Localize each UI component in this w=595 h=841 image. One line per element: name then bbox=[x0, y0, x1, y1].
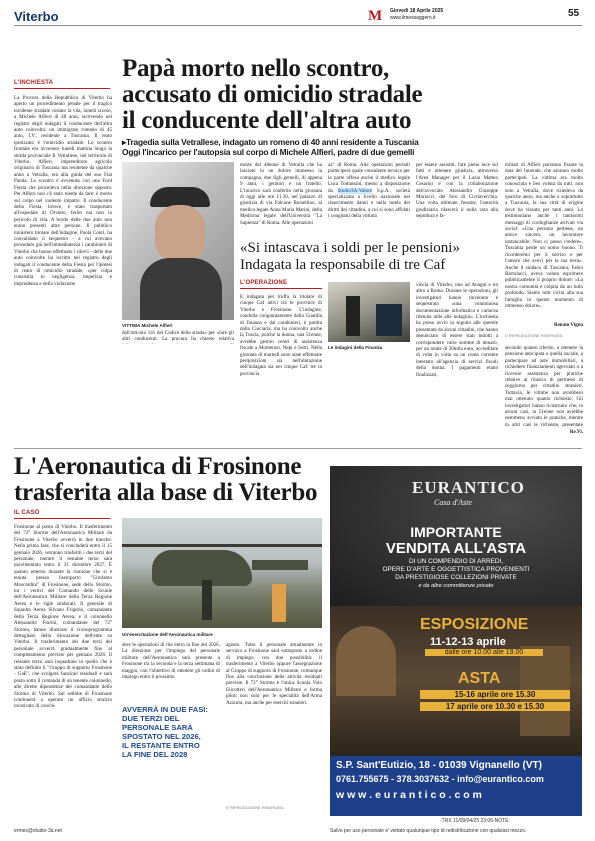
ad-address: S.P. Sant'Eutizio, 18 - 01039 Vignanello (VT) bbox=[336, 760, 542, 771]
expo-title: ESPOSIZIONE bbox=[420, 616, 529, 633]
subhead-line: ▸Tragedia sulla Vetrallese, indagato un romeno di 40 anni residente a Tuscania bbox=[122, 137, 419, 147]
expo-hours: dalle ore 10.00 alle 19.00 bbox=[425, 649, 543, 656]
story1-col6: miliari di Alfieri potranno fissare la data del funerale, che saranno molto partecipati. La vittima era molto conosciuta e ben voluta da tutti, non solo a Vetralla, dove risiedeva da qualche anno, ma anche e soprattutto a Tuscania, la sua città di origine dove ha vissuto per tanti anni. Lo testimoniano anche i tantissimi messaggi di cordoglianze arrivati via social: «Una persona perbene, un amico sincero, un lavoratore instancabile. Non ci posso credere». Tuscania perde un uomo buono. Ti ricorderemo per il sorriso e per l'amore che avevi per la tua terra». Anche il sindaco di Tuscania, Fabio Bartolacci, aveva voluto esprimere pubblicamente il proprio dolore: «La nostra comunità è colpita da un lutto profondo. Siamo tutti vicini alla sua famiglia in questo momento di immenso dolore». bbox=[505, 162, 583, 309]
highlighted-name: Studio3A-Valore bbox=[337, 187, 373, 194]
story3-callout bbox=[122, 705, 220, 759]
story3-col1: Frosinone al posto di Viterbo. Il trasferimento del 72° Stormo dell'Aeronautica Militare da Frosinone a Viterbo avverrà in due tranche. Nella prima fase, che si concluderà entro il 15 gennaio 2026, verranno trasferiti i due terzi del personale, mentre il restante terzo sarà movimentato entro il 31 dicembre 2027. È quanto emerso durante la riunione che si è tenuta presso l'aeroporto "Girolamo Moscardini" di Frosinone, sede dello Stormo, tra i vertici del Comando delle Scuole dell'Aeronautica Militare della Terza Regione Aerea e le sigle sindacali. Il generale di Squadra Aerea Silvano Frigerio, comandante della Terza Regione Aerea, e il colonnello Alessandro Fiorini, comandante del 72° Stormo, hanno illustrato il cronoprogramma dettagliato della rilocazione dell'ente su Viterbo. Il trasferimento dei due terzi del personale avverrà gradualmente fino al completamento previsto per gennaio 2026. Il restante terzo sarà inquadrato in quello che è stato definito il "Gruppo di supporto Frosinone - GaE", che svolgerà funzioni residuali e sarà posto sotto il comando di un tenente colonnello, alle dirette dipendenze del comandante dello Stormo di Viterbo. Sul sedime di Frosinone continuerà a operare un ufficio stralcio incaricato di conclu- bbox=[14, 524, 112, 710]
story2-col3: vincia di Viterbo, uno ad Anagni e un altro a Roma. Durante le operazioni, gli investigatori hanno rinvenuto e sequestrato «una voluminosa documentazione informatica e cartacea ritenuta utile alle indagini». L'inchiesta ha preso avvio in seguito alle querele presentate da alcuni cittadini, che hanno denunciato di essere stati indotti a corrispondere varie somme di denaro, per un totale di 30mila euro, accreditate di volta in volta su un conto corrente intestato all'agenzia di servizi fiscali della donna. I pagamenti erano finalizzati, bbox=[416, 282, 498, 378]
story2-signature: Re.Vi. bbox=[569, 430, 583, 435]
story1-subhead bbox=[122, 137, 584, 157]
headline-line: accusato di omicidio stradale bbox=[122, 81, 423, 108]
story3-col3: agosto. Tutto il personale attualmente in servizio a Frosinone sarà sottoposto a ordine di impiego, con due possibilità: il trasferimento a Viterbo oppure l'assegnazione al Gruppo di supporto di Frosinone, comunque fino alla conclusione delle attività residuali previste. Il 72° Stormo è l'unica Scuola Volo Elicotteri dell'Aeronautica Militare e forma piloti non solo per le specialità dell'Arma Azzurra, ma anche per eserciti stranieri. bbox=[226, 642, 322, 706]
cap-shape bbox=[150, 187, 210, 207]
story1-col4 bbox=[328, 162, 410, 234]
date-text: Giovedì 18 Aprile 2025 bbox=[390, 8, 444, 14]
ad-line: DI UN COMPENDIO DI ARREDI, bbox=[408, 558, 504, 565]
site-url: www.ilmessaggero.it bbox=[390, 15, 436, 21]
story2-photo-caption: Le indagini della Finanza bbox=[328, 345, 383, 350]
story2-kicker: L'OPERAZIONE bbox=[240, 280, 288, 286]
ad-tagline: Casa d'Aste bbox=[434, 498, 472, 507]
headline-line: Papà morto nello scontro, bbox=[122, 55, 390, 82]
copyright-note: © RIPRODUZIONE RISERVATA bbox=[226, 805, 284, 810]
callout-line: LA FINE DEL 2028 bbox=[122, 750, 188, 759]
story3-kicker: IL CASO bbox=[14, 510, 40, 516]
tail-shape bbox=[252, 560, 308, 570]
story2-headline bbox=[240, 240, 500, 274]
section-divider bbox=[14, 448, 582, 449]
story1-photo bbox=[122, 162, 234, 320]
asta-line2: 17 aprile ore 10.30 e 15.30 bbox=[420, 702, 570, 711]
ad-line: e da altre committenze private bbox=[418, 583, 494, 589]
asta-title: ASTA bbox=[458, 670, 501, 687]
ad-title1: IMPORTANTE bbox=[410, 524, 502, 540]
story2-col1: E indagata per truffa la titolare di cinque Caf attivi tra le province di Viterbo e Frosinone. L'indagine, condotta congiuntamente dalla Guardia di finanza e dai carabinieri, è partita dalla Ciociaria, ma ha coinvolto anche la Tuscia, poiché la donna, una 51enne, avrebbe gestito centri di assistenza fiscale a Monterosi, Nepi e Sutri. Nella giornata di martedì sono state effettuate perquisizioni sia nell'abitazione dell'indagata sia nei cinque Caf: tre in provincia bbox=[240, 294, 322, 377]
story1-col1: La Procura della Repubblica di Viterbo ha aperto un procedimento penale per il tragico incidente stradale costato la vita, lunedì scorso, a Michele Alfieri di 48 anni, iscrivendo nel registro degli indagati il conducente dell'altra auto coinvolta: un immigrato romeno di 45 anni, I.V., residente a Tuscania. Il reato ipotizzato è l'omicidio stradale. Lo scontro frontale era avvenuto lunedì mattina lungo la strada provinciale Il Vetrallese, nel territorio di Viterbo. Alfieri, imprenditore agricolo originario di Tuscania ma residente da qualche anno a Vetralla, era alla guida del suo Fiat Panda. Lo scontro è avvenuto con una Ford Fiesta che procedeva nella direzione opposta. Per Alfieri non c'è stato niente da fare: è morto sul colpo nel violento impatto. Il conducente della Fiesta, invece, è stato trasportato all'ospedale di Orvieto, ferito ma non in pericolo di vita. A bordo delle due auto non erano presenti altre persone. Il pubblico ministero titolare dell'indagine, Paola Conti, ha convalidato il sequestro - a cui avevano proceduto già nell'immediatezza i carabinieri di Viterbo che hanno effettuato i rilievi - delle due auto coinvolte ha iscritto nel registro degli indagati il conducente della Fiesta per l'ipotesi di reato di omicidio stradale, «per colpa consistita in negligenza, imperizia e imprudenza e nella violazione bbox=[14, 95, 112, 287]
officer-shape bbox=[346, 296, 360, 336]
expo-dates: 11-12-13 aprile bbox=[430, 636, 506, 648]
story1-kicker: L'INCHIESTA bbox=[14, 80, 54, 86]
story3-photo bbox=[122, 518, 322, 628]
story2-col4: secondo quanto riferito, a ottenere la pensione anticipata o quella sociale, a partecipare ad aste immobiliari, a richiedere finanziamenti agevolati o a ricevere assistenza per pratiche relative al rilascio di permessi di soggiorno per cittadini stranieri. Tuttavia, le vittime non avrebbero mai ottenuto quanto richiesto. Gli investigatori hanno ricostruito che, in alcuni casi, la 51enne non avrebbe nemmeno avviato le pratiche, mentre in altri casi le richieste, presentate bbox=[505, 345, 583, 427]
face-shape bbox=[155, 205, 205, 263]
footer-email: ermes@studio-3a.net bbox=[14, 828, 62, 834]
story3-photo-caption: Un'esercitazione dell'Aeronautica militare bbox=[122, 632, 213, 637]
story2-photo bbox=[328, 282, 410, 342]
story1-signature: Renato Vigna bbox=[553, 323, 583, 328]
story1-col3: morte del 48enne di Vetralla che ha lasciato in un dolore immenso la compagna, due figli gemelli, di appena 9 anni, i genitori e un fratello. L'incarico sarà conferito nella giornata di oggi alle ore 11.30, nel palazzo di giustizia di via Falcone Borsellino, al medico legale Anna Maria Marini, della Medicina legale dell'Università "La Sapienza" di Roma. Alle operazioni bbox=[240, 162, 322, 226]
header-rule bbox=[14, 25, 582, 26]
kicker-rule bbox=[14, 88, 110, 89]
callout-line: AVVERRÀ IN DUE FASI: bbox=[122, 705, 208, 714]
callout-line: IL RESTANTE ENTRO bbox=[122, 741, 200, 750]
headline-line: trasferita alla base di Viterbo bbox=[14, 479, 318, 506]
kicker-rule bbox=[240, 288, 322, 289]
asta-line1: 15-16 aprile ore 15.30 bbox=[420, 690, 570, 699]
kicker-rule bbox=[14, 518, 110, 519]
subhead-line: Oggi l'incarico per l'autopsia sul corpo di Michele Alfieri, padre di due gemelli bbox=[122, 147, 415, 157]
ad-website: w w w . e u r a n t i c o . c o m bbox=[336, 789, 482, 801]
footer-notice: Salvo per uso personale e' vietato qualunque tipo di redistribuzione con qualsiasi mezzo. bbox=[330, 828, 527, 834]
headline-line: il conducente dell'altra auto bbox=[122, 107, 412, 134]
newspaper-logo: M bbox=[368, 8, 382, 24]
furniture-shape bbox=[336, 626, 396, 696]
footer-code: -TRX 11/09/04/25 23:06-NOTE: bbox=[440, 818, 510, 824]
headline-line: Indagata la responsabile di tre Caf bbox=[240, 257, 446, 273]
callout-line: DUE TERZI DEL bbox=[122, 714, 180, 723]
ad-description bbox=[330, 558, 582, 590]
copyright-note: © RIPRODUZIONE RISERVATA bbox=[505, 333, 563, 338]
story1-col2: dell'articolo 141 del Codice della strada» per «fare gli altri conducenti. La procura ha chiesto relativa bbox=[122, 330, 234, 343]
col4-text: za" di Roma. Alle operazioni peritali parteciperà quale consulente tecnico per la parte offesa anche il medico legale Luca Tomassini, messo a disposizione da Studio3A-Valore S.p.A., società specializzata a livello nazionale nel risarcimento danni e nella tutela dei diritti dei cittadini, a cui si sono affidati i congiunti della vittima bbox=[328, 162, 410, 220]
ad-title2: VENDITA ALL'ASTA bbox=[385, 540, 527, 557]
callout-line: SPOSTATO NEL 2026, bbox=[122, 732, 201, 741]
ad-phones: 0761.755675 - 378.3037632 - info@eurantico.com bbox=[336, 774, 544, 784]
headline-line: L'Aeronautica di Frosinone bbox=[14, 453, 302, 480]
story1-headline bbox=[122, 56, 582, 134]
shoulders-shape bbox=[140, 258, 222, 320]
advertisement[interactable] bbox=[330, 466, 582, 816]
headline-line: «Si intascava i soldi per le pensioni» bbox=[240, 240, 460, 256]
soldier-shape bbox=[202, 580, 212, 620]
story1-photo-caption: VITTIMA Michele Alfieri bbox=[122, 323, 173, 328]
page-number: 55 bbox=[568, 8, 580, 19]
story3-col2: dere le operazioni di rito entro la fine del 2026. La direzione per l'impiego del personale militare dell'Aeronautica sarà presente a Frosinone tra la seconda e la terza settimana di maggio, con l'obiettivo di ottenere gli ordini di impiego entro il prossimo bbox=[122, 642, 220, 681]
vehicle-shape bbox=[376, 304, 402, 336]
ad-contact-bar bbox=[330, 756, 582, 816]
ad-brand: EURANTICO bbox=[412, 478, 525, 497]
ad-line: OPERE D'ARTE E OGGETTISTICA PROVENIENTI bbox=[382, 566, 530, 573]
issue-date bbox=[390, 8, 443, 22]
story3-headline bbox=[14, 454, 344, 506]
callout-line: PERSONALE SARÀ bbox=[122, 723, 193, 732]
worker-shape bbox=[272, 584, 286, 622]
section-title: Viterbo bbox=[14, 9, 59, 24]
rotor-shape bbox=[122, 544, 322, 547]
story1-col5: per essere assistiti, fare piena luce sul fatti e ottenere giustizia, attraverso l'Area Manager per il Lazio Matteo Cesarini e con la collaborazione dell'avvocato Alessandro Giuseppe Mariucci, del foro di Civitavecchia. Una volta ultimate l'esame, l'autorità giudiziaria rilascerà il nulla osta alla sepoltura e fa- bbox=[416, 162, 498, 220]
ad-line: DA PRESTIGIOSE COLLEZIONI PRIVATE bbox=[395, 574, 517, 581]
